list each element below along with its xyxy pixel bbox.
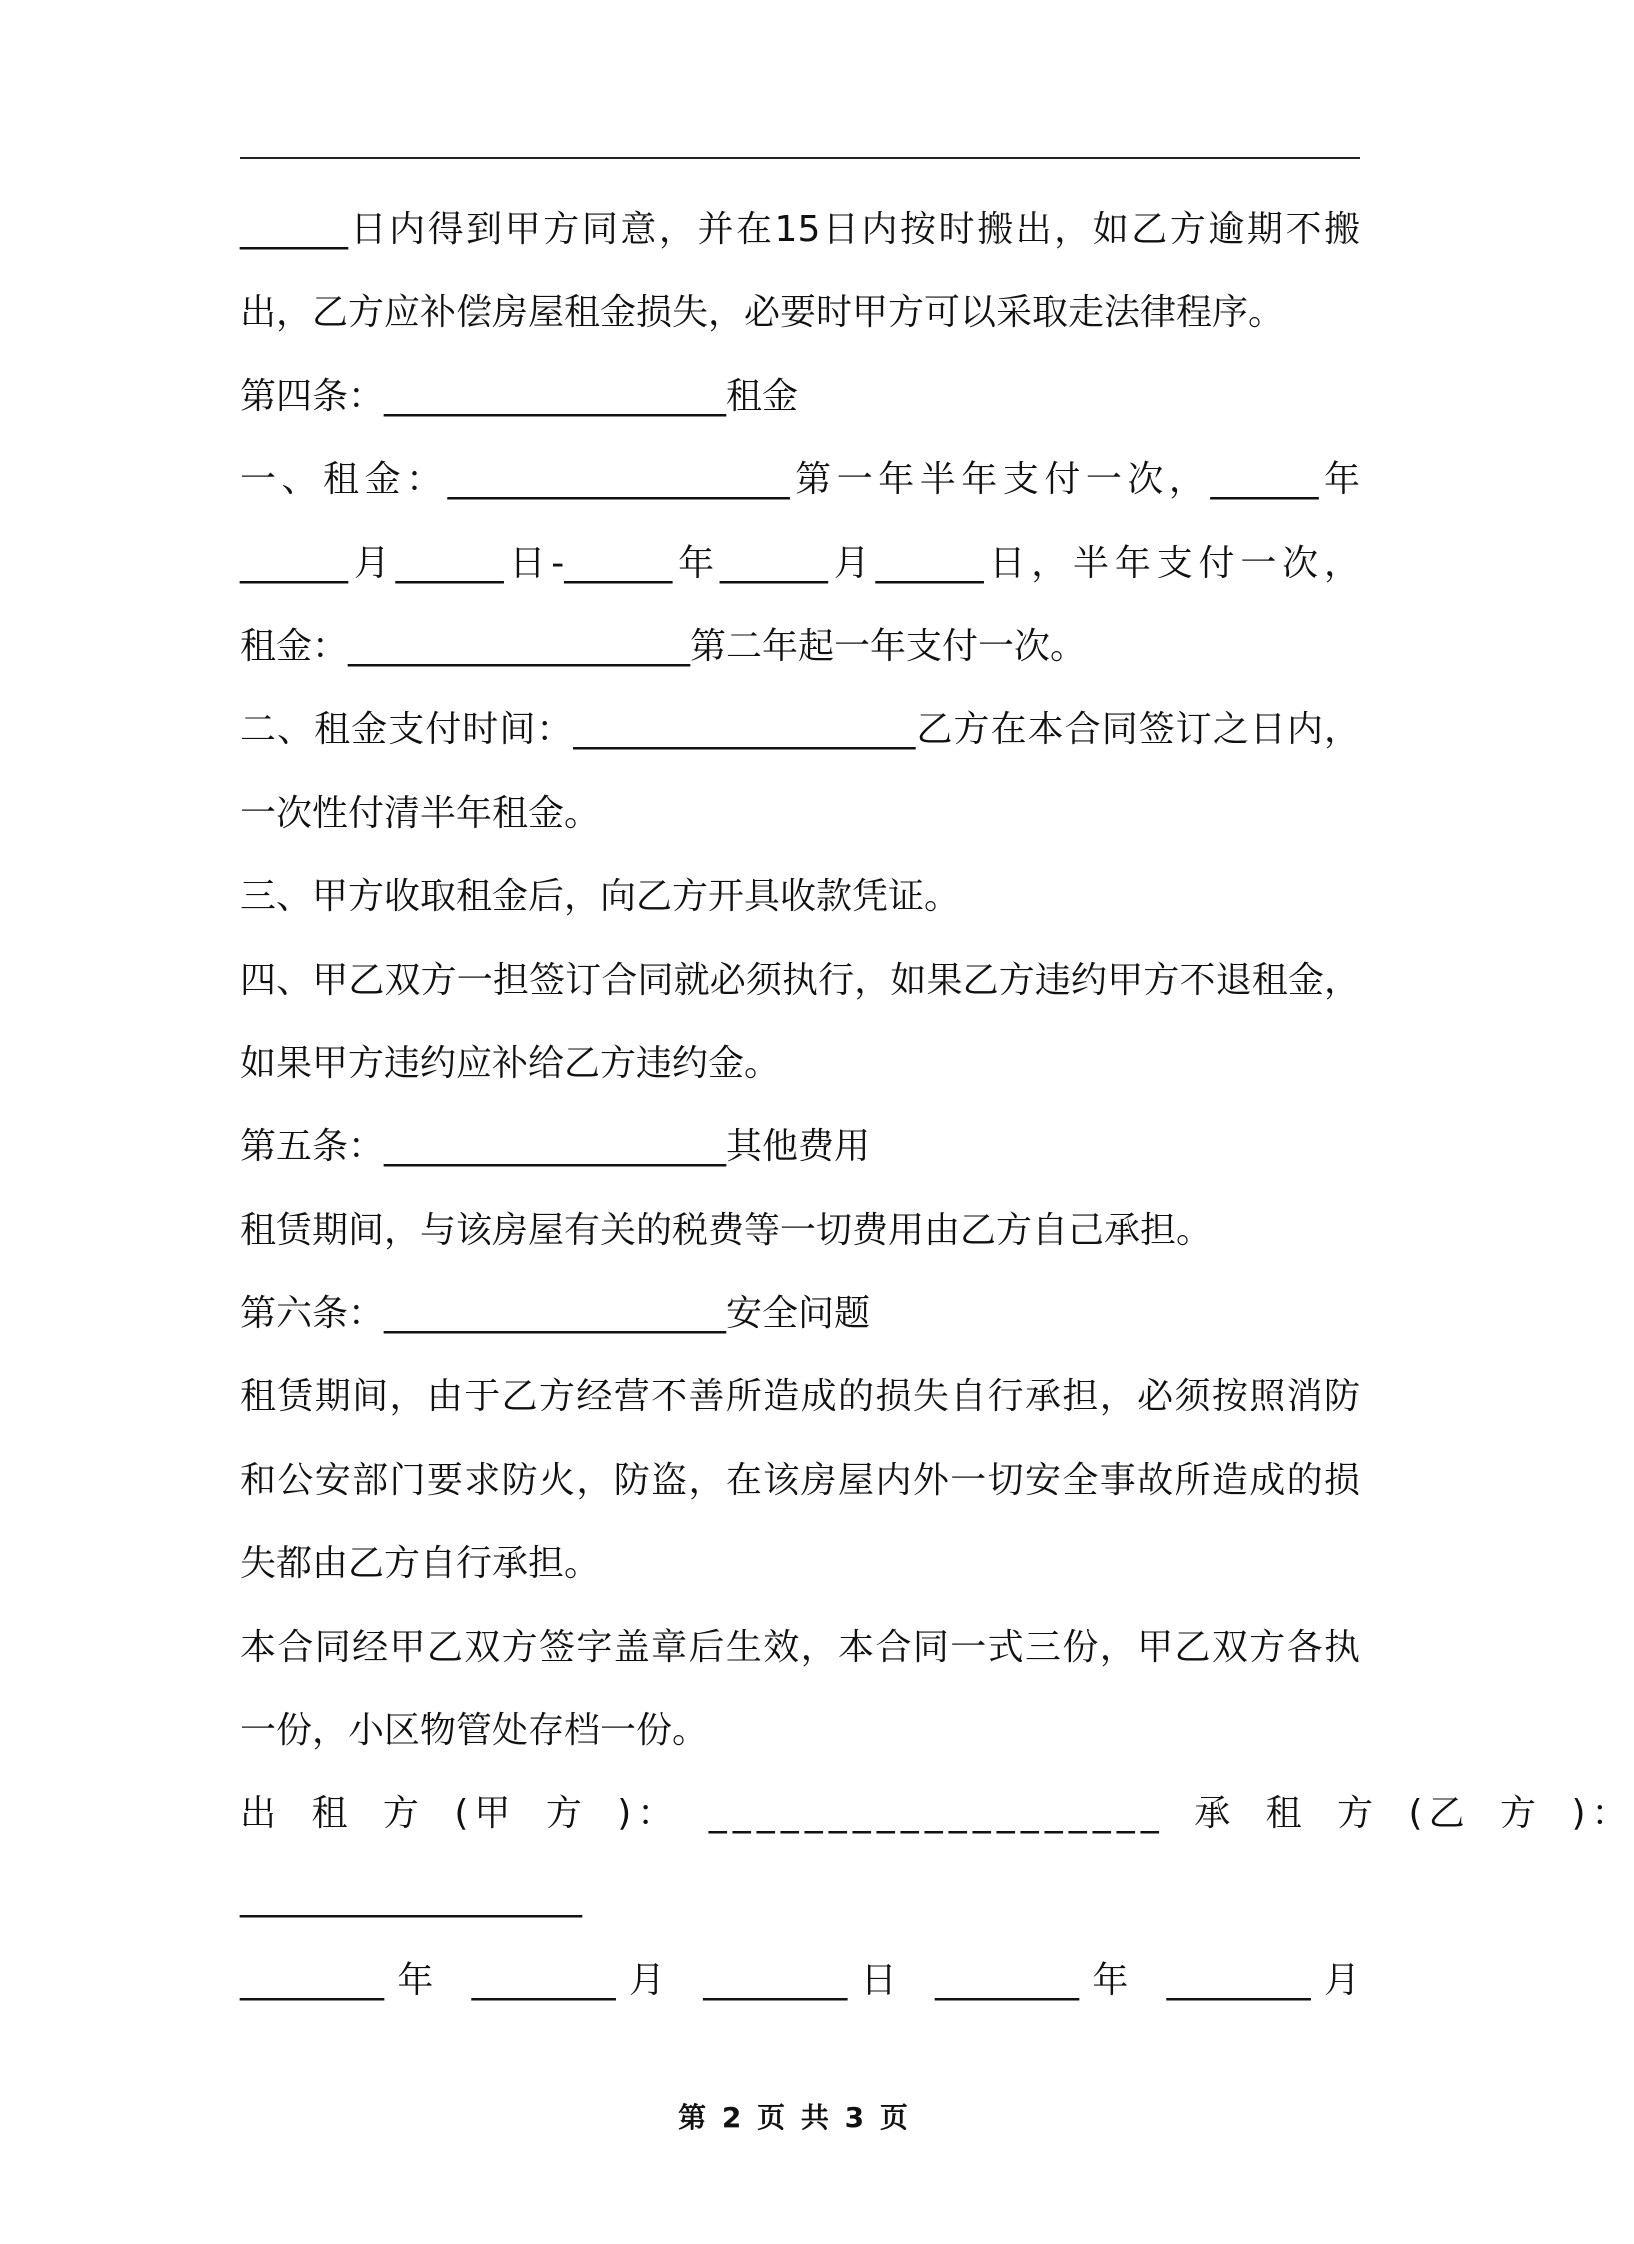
article-heading: 第六条：___________________安全问题: [240, 1293, 871, 1335]
document-body: [240, 200, 1634, 2035]
article-heading: 第四条：___________________租金: [240, 375, 799, 417]
page-number: 第 2 页 共 3 页: [678, 2101, 908, 2134]
paragraph-line: 二、租金支付时间：___________________乙方在本合同签订之日内，: [240, 709, 1360, 751]
paragraph-line: 失都由乙方自行承担。: [240, 1543, 601, 1585]
paragraph-line: ______月______日-______年______月______日，半年支付一次，: [240, 542, 1360, 584]
header-rule: [240, 157, 1360, 159]
paragraph-line: 一、租金：___________________第一年半年支付一次，______年: [240, 459, 1360, 501]
paragraph-line: 四、甲乙双方一担签订合同就必须执行，如果乙方违约甲方不退租金，: [240, 959, 1360, 1001]
paragraph-line: 租金：___________________第二年起一年支付一次。: [240, 625, 1087, 667]
paragraph-line: 租赁期间，与该房屋有关的税费等一切费用由乙方自己承担。: [240, 1209, 1213, 1251]
signature-line: 出 租 方 (甲 方 )： ___________________ 承 租 方 (乙 方 )：: [240, 1793, 1634, 1835]
paragraph-line: 一次性付清半年租金。: [240, 792, 601, 834]
paragraph-line: ______日内得到甲方同意，并在15日内按时搬出，如乙方逾期不搬: [240, 209, 1360, 250]
paragraph-line: 如果甲方违约应补给乙方违约金。: [240, 1042, 781, 1084]
paragraph-line: 出，乙方应补偿房屋租金损失，必要时甲方可以采取走法律程序。: [240, 292, 1285, 334]
signature-blank: ___________________: [240, 1876, 582, 1918]
paragraph-line: 和公安部门要求防火，防盗，在该房屋内外一切安全事故所造成的损: [240, 1459, 1360, 1501]
paragraph-line: 一份，小区物管处存档一份。: [240, 1710, 709, 1752]
paragraph-line: 本合同经甲乙双方签字盖章后生效，本合同一式三份，甲乙双方各执: [240, 1626, 1360, 1668]
paragraph-line: 租赁期间，由于乙方经营不善所造成的损失自行承担，必须按照消防: [240, 1376, 1360, 1418]
paragraph-line: 三、甲方收取租金后，向乙方开具收款凭证。: [240, 876, 961, 918]
article-heading: 第五条：___________________其他费用: [240, 1126, 871, 1168]
date-line: ________年 ________月 ________日 ________年 ________月: [240, 1960, 1360, 2002]
